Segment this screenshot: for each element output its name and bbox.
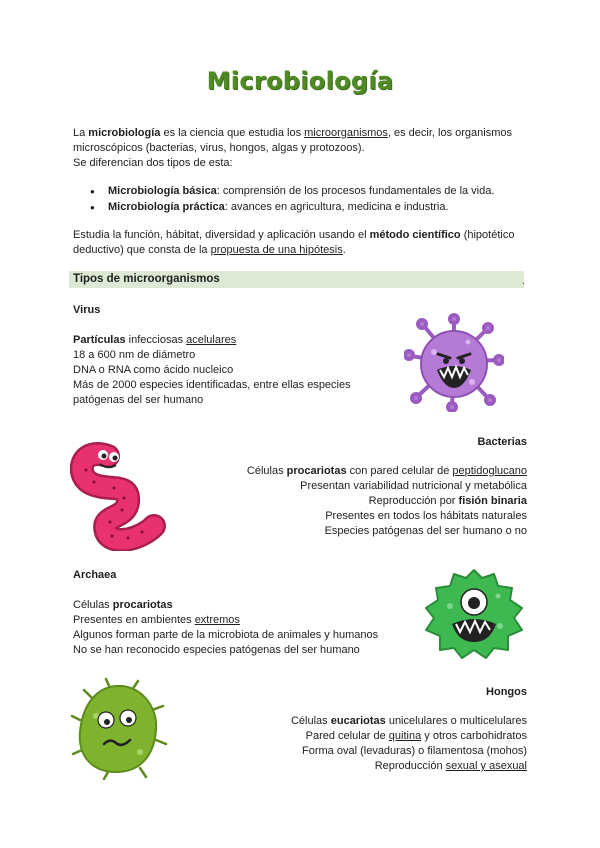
- virus-line-4: Más de 2000 especies identificadas, entre ellas especies: [73, 379, 351, 391]
- hongos-underlined-term: sexual: [445, 760, 478, 772]
- virus-text: infecciosas: [125, 334, 187, 346]
- method-underlined-term: propuesta de una hipótesis: [210, 244, 343, 256]
- hongos-text: Células: [290, 715, 331, 727]
- green-blob-fungus-icon: [70, 676, 168, 780]
- archaea-heading: Archaea: [73, 569, 117, 581]
- hongos-section: [107, 685, 527, 774]
- virus-line-2: 18 a 600 nm de diámetro: [73, 349, 196, 361]
- hongos-bold-term: eucariotas: [330, 715, 386, 727]
- hongos-text: Pared celular de: [305, 730, 389, 742]
- bacterias-line-5: Especies patógenas del ser humano o no: [324, 525, 527, 537]
- bacterias-text: Reproducción por: [368, 495, 459, 507]
- hongos-underlined-connector: y: [477, 760, 490, 772]
- section-trailing-dot: .: [522, 276, 525, 287]
- list-item-bold: Microbiología básica: [108, 185, 217, 197]
- virus-bold-term: Partículas: [73, 334, 126, 346]
- list-item-text: : comprensión de los procesos fundamentales de la vida.: [216, 185, 495, 197]
- hongos-text: y otros carbohidratos: [421, 730, 527, 742]
- bacterias-line-2: Presentan variabilidad nutricional y metabólica: [300, 480, 527, 492]
- list-item-text: : avances en agricultura, medicina e industria.: [224, 201, 449, 213]
- bacterias-line-4: Presentes en todos los hábitats naturales: [325, 510, 527, 522]
- intro-text: La: [73, 127, 89, 139]
- intro-text: , es decir, los organismos: [387, 127, 512, 139]
- method-text: Estudia la función, hábitat, diversidad y aplicación usando el: [73, 229, 370, 241]
- hongos-underlined-term: asexual: [489, 760, 527, 772]
- bacterias-bold-term: procariotas: [286, 465, 347, 477]
- hongos-heading: Hongos: [486, 686, 527, 698]
- hongos-text: unicelulares o multicelulares: [385, 715, 527, 727]
- intro-underlined-term: microorganismos: [304, 127, 388, 139]
- hongos-line-3: Forma oval (levaduras) o filamentosa (mohos): [302, 745, 527, 757]
- archaea-bold-term: procariotas: [112, 599, 173, 611]
- archaea-text: Presentes en ambientes: [73, 614, 195, 626]
- section-heading-bar: [69, 271, 524, 288]
- intro-text: es la ciencia que estudia los: [160, 127, 305, 139]
- archaea-text: Células: [73, 599, 113, 611]
- pink-worm-bacteria-icon: [70, 436, 170, 551]
- intro-paragraph: [73, 126, 528, 171]
- hongos-text: Reproducción: [374, 760, 446, 772]
- bacterias-text: con pared celular de: [346, 465, 453, 477]
- list-item: [90, 200, 520, 216]
- list-item: [90, 184, 520, 200]
- list-item-bold: Microbiología práctica: [108, 201, 225, 213]
- purple-virus-microbe-icon: [404, 312, 504, 412]
- green-cyclops-archaea-icon: [420, 566, 528, 662]
- bacterias-underlined-term: peptidoglucano: [452, 465, 527, 477]
- archaea-line-4: No se han reconocido especies patógenas del ser humano: [73, 644, 360, 656]
- bacterias-heading: Bacterias: [477, 436, 527, 448]
- bacterias-text: Células: [246, 465, 287, 477]
- types-bullet-list: [90, 184, 520, 216]
- method-bold-term: método científico: [369, 229, 461, 241]
- intro-line-3: Se diferencian dos tipos de esta:: [73, 157, 233, 169]
- page-title: Microbiología: [206, 67, 394, 95]
- virus-line-3: DNA o RNA como ácido nucleico: [73, 364, 234, 376]
- method-text: .: [342, 244, 346, 256]
- archaea-line-3: Algunos forman parte de la microbiota de animales y humanos: [73, 629, 379, 641]
- virus-heading: Virus: [73, 304, 101, 316]
- intro-bold-term: microbiología: [88, 127, 161, 139]
- method-text: (hipotético: [460, 229, 515, 241]
- intro-line-2: microscópicos (bacterias, virus, hongos, algas y protozoos).: [73, 142, 365, 154]
- archaea-underlined-term: extremos: [194, 614, 240, 626]
- hongos-underlined-term: quitina: [388, 730, 422, 742]
- bacterias-bold-term: fisión binaria: [458, 495, 527, 507]
- bacterias-section: [107, 435, 527, 539]
- method-paragraph: [73, 228, 528, 258]
- virus-line-5: patógenas del ser humano: [73, 394, 204, 406]
- method-text: deductivo) que consta de la: [73, 244, 211, 256]
- section-heading: Tipos de microorganismos: [73, 273, 220, 285]
- virus-underlined-term: acelulares: [186, 334, 237, 346]
